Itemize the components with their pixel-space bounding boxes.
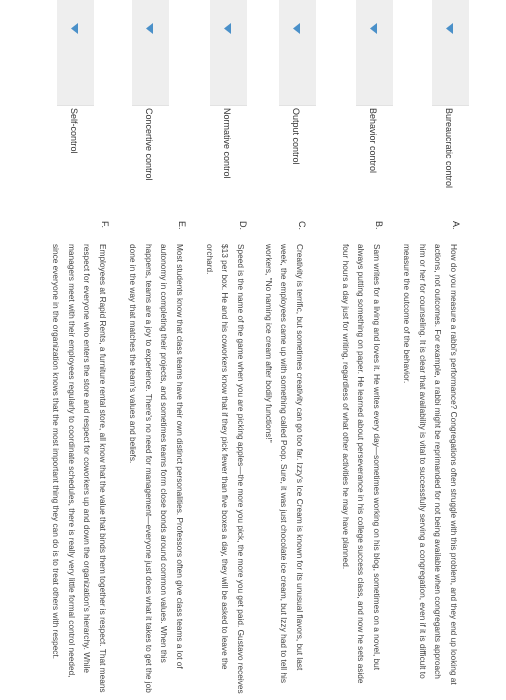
- term-label: Bureaucratic control: [444, 108, 454, 189]
- option-letter: F.: [100, 221, 110, 229]
- answer-dropdown-3[interactable]: [279, 0, 316, 106]
- answer-dropdown-4[interactable]: [210, 0, 247, 106]
- chevron-down-icon[interactable]: [365, 19, 384, 38]
- option-letter: D.: [238, 221, 248, 230]
- option-description: Speed is the name of the game when you are picking apples—the more you pick, the more you get paid. Gustavo receives $13 per box. He and his coworkers know that if they pick fewer than five boxes a day, they will be asked to leave the orchard.: [204, 244, 246, 694]
- answer-dropdown-5[interactable]: [132, 0, 169, 106]
- option-letter: A.: [451, 221, 461, 230]
- answer-dropdown-1[interactable]: [432, 0, 469, 106]
- option-letter: B.: [374, 221, 384, 230]
- chevron-down-icon[interactable]: [66, 19, 85, 38]
- chevron-down-icon[interactable]: [141, 19, 160, 38]
- answer-dropdown-6[interactable]: [57, 0, 94, 106]
- option-description: Most students know that class teams have their own distinct personalities. Professors often give class teams a lot of autonomy in completing their projects, and sometimes teams form close bonds around common values. When this happens, teams are a joy to experience. There's no need for management—everyone just does what it takes to get the job done in the way that matches the team's values and beliefs.: [128, 244, 185, 693]
- chevron-down-icon[interactable]: [441, 19, 460, 38]
- term-label: Normative control: [222, 108, 232, 179]
- term-label: Output control: [291, 108, 301, 165]
- term-label: Concertive control: [144, 108, 154, 181]
- option-letter: E.: [177, 221, 187, 230]
- option-description: How do you measure a rabbi's performance? Congregations often struggle with this problem, and they end up looking at actions, not outcomes. For example, a rabbi might be reprimanded for not being available when congregants approach him or her for counseling. It is clear that availability is vital to successfully serving a congregation, even if it is difficult to measure the outcome of the behavior.: [402, 244, 459, 685]
- chevron-down-icon[interactable]: [219, 19, 238, 38]
- option-description: Sam writes for a living and loves it. He writes every day—sometimes working on his blog, sometimes on a novel, but always putting something on paper. He learned about perseverance in his college success class, and now he sets aside four hours a day just for writing, regardless of what other activities he may have planned.: [340, 244, 382, 684]
- option-description: Creativity is terrific, but sometimes creativity can go too far. Izzy's Ice Cream is known for its unusual flavors, but last week, the employees came up with something called Poop. Sure, it was just chocolate ice cream, but Izzy had to tell his workers, "No naming ice cream after bodily functions!": [263, 244, 305, 684]
- term-label: Self-control: [69, 108, 79, 154]
- option-description: Employees at Rapid Rents, a furniture rental store, all know that the value that binds them together is respect. That means respect for everyone who enters the store and respect for coworkers up and down the organization's hierarchy. While managers meet with their employees regularly to coordinate schedules, there is really very little formal control needed, since everyone in the organization knows that the most important thing they can do is to treat others with respect.: [51, 244, 108, 693]
- term-label: Behavior control: [368, 108, 378, 174]
- answer-dropdown-2[interactable]: [356, 0, 393, 106]
- chevron-down-icon[interactable]: [288, 19, 307, 38]
- option-letter: C.: [297, 221, 307, 230]
